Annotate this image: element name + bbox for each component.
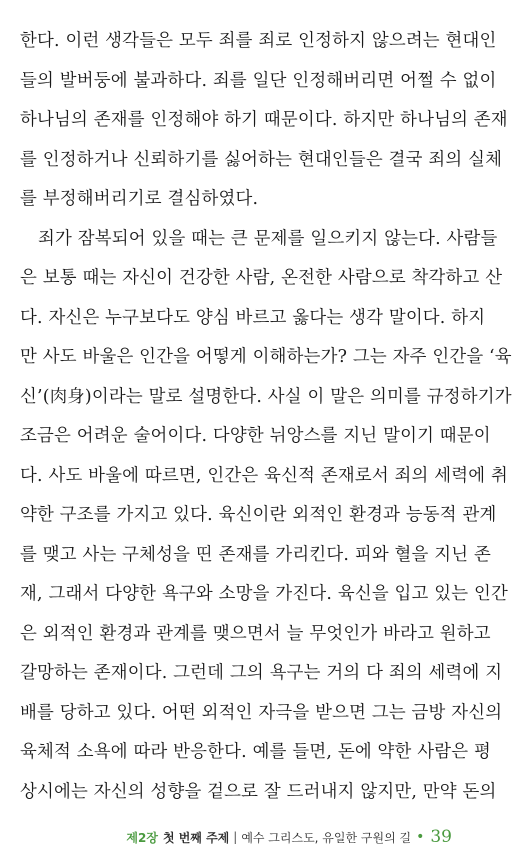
text-line: 약한 구조를 가지고 있다. 육신이란 외적인 환경과 능동적 관계 — [20, 505, 497, 525]
text-line: 하나님의 존재를 인정해야 하기 때문이다. 하지만 하나님의 존재 — [20, 110, 508, 130]
page-number: 39 — [430, 827, 452, 847]
text-line: 한다. 이런 생각들은 모두 죄를 죄로 인정하지 않으려는 현대인 — [20, 31, 497, 51]
chapter-label: 제2장 — [126, 830, 158, 845]
body-text — [20, 22, 512, 812]
bullet-dot: • — [416, 829, 425, 845]
text-line: 육체적 소욕에 따라 반응한다. 예를 들면, 돈에 약한 사람은 평 — [20, 742, 491, 762]
footer-separator: | — [233, 830, 238, 844]
text-line: 은 보통 때는 자신이 건강한 사람, 온전한 사람으로 착각하고 산 — [20, 268, 503, 288]
text-line: 갈망하는 존재이다. 그런데 그의 욕구는 거의 다 죄의 세력에 지 — [20, 663, 503, 683]
text-line: 다. 자신은 누구보다도 양심 바르고 옳다는 생각 말이다. 하지 — [20, 307, 486, 328]
text-line: 상시에는 자신의 성향을 겉으로 잘 드러내지 않지만, 만약 돈의 — [20, 781, 497, 802]
book-subtitle: 예수 그리스도, 유일한 구원의 길 — [241, 830, 412, 845]
text-line: 만 사도 바울은 인간을 어떻게 이해하는가? 그는 자주 인간을 ‘육 — [20, 347, 512, 367]
text-line: 신’(肉身)이라는 말로 설명한다. 사실 이 말은 의미를 규정하기가 — [20, 386, 512, 407]
theme-label: 첫 번째 주제 — [162, 830, 230, 845]
text-line: 재, 그래서 다양한 욕구와 소망을 가진다. 육신을 입고 있는 인간 — [20, 584, 508, 604]
text-line: 를 맺고 사는 구체성을 띤 존재를 가리킨다. 피와 혈을 지닌 존 — [20, 544, 491, 565]
text-line: 를 부정해버리기로 결심하였다. — [20, 189, 259, 209]
text-line: 조금은 어려운 술어이다. 다양한 뉘앙스를 지닌 말이기 때문이 — [20, 426, 491, 446]
text-line: 다. 사도 바울에 따르면, 인간은 육신적 존재로서 죄의 세력에 취 — [20, 465, 508, 486]
text-line: 배를 당하고 있다. 어떤 외적인 자극을 받으면 그는 금방 자신의 — [20, 702, 503, 723]
text-line: 를 인정하거나 신뢰하기를 싫어하는 현대인들은 결국 죄의 실체 — [20, 149, 503, 170]
text-line: 들의 발버둥에 불과하다. 죄를 일단 인정해버리면 어쩔 수 없이 — [20, 70, 497, 91]
running-footer — [0, 826, 452, 848]
text-line: 죄가 잠복되어 있을 때는 큰 문제를 일으키지 않는다. 사람들 — [38, 228, 498, 249]
text-line: 은 외적인 환경과 관계를 맺으면서 늘 무엇인가 바라고 원하고 — [20, 623, 491, 644]
